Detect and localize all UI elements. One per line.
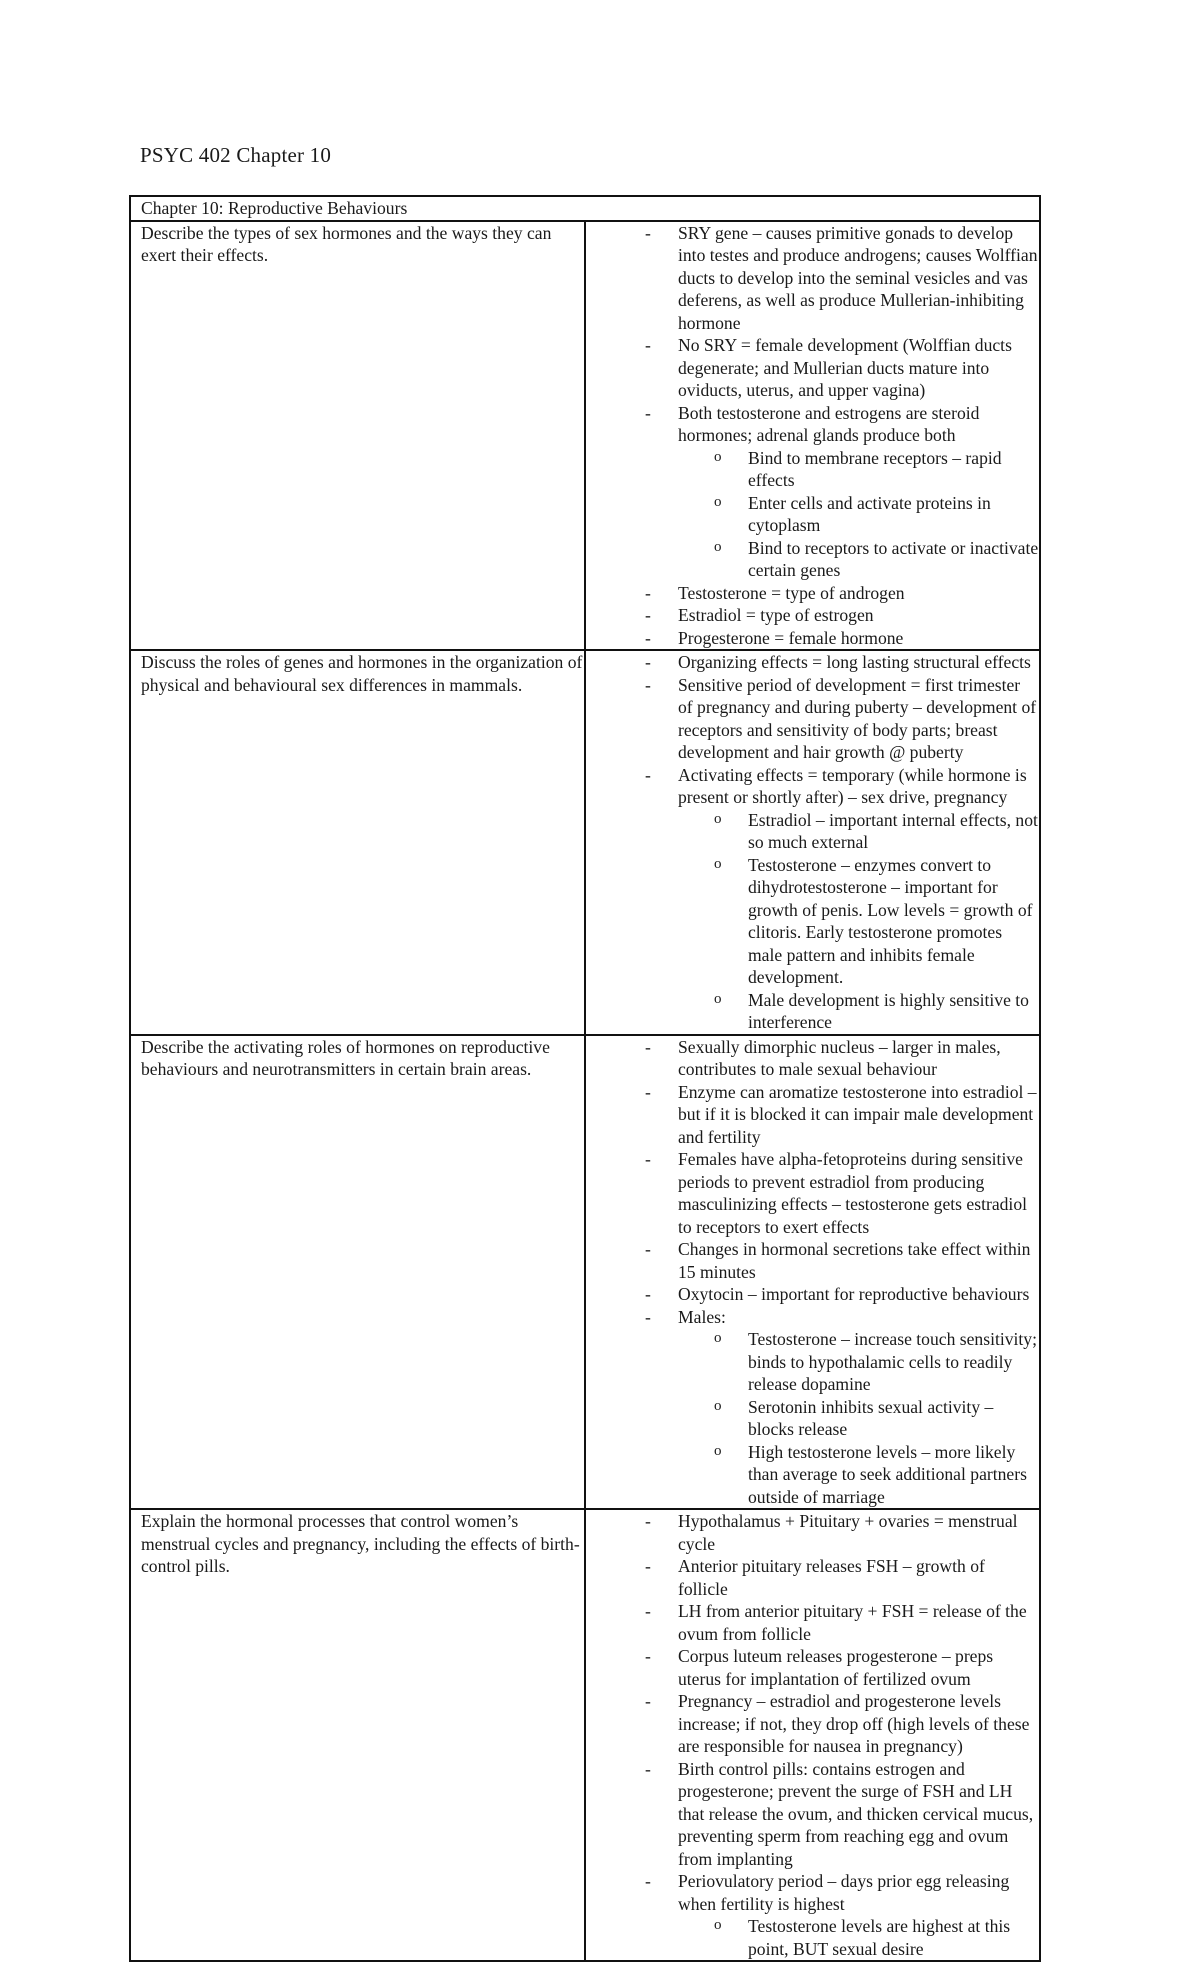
row-prompt: Discuss the roles of genes and hormones in the organization of physical and behavioural sex differences in mammals.	[130, 650, 585, 1035]
list-item: - Pregnancy – estradiol and progesterone levels increase; if not, they drop off (high levels of these are responsible for nausea in pregnancy)	[596, 1690, 1039, 1758]
list-item: - Birth control pills: contains estrogen and progesterone; prevent the surge of FSH and LH that release the ovum, and thicken cervical mucus, preventing sperm from reaching egg and ovum from implanting	[596, 1758, 1039, 1871]
list-item: - Organizing effects = long lasting structural effects	[596, 651, 1039, 674]
list-item: - Sensitive period of development = first trimester of pregnancy and during puberty – development of receptors and sensitivity of body parts; breast development and hair growth @ puberty	[596, 674, 1039, 764]
list-item: - Enzyme can aromatize testosterone into estradiol – but if it is blocked it can impair male development and fertility	[596, 1081, 1039, 1149]
table-row	[130, 221, 1040, 651]
sub-list-item: o High testosterone levels – more likely than average to seek additional partners outside of marriage	[596, 1441, 1039, 1509]
sub-list-item: o Bind to membrane receptors – rapid effects	[596, 447, 1039, 492]
table-row	[130, 1035, 1040, 1510]
list-item: - Corpus luteum releases progesterone – preps uterus for implantation of fertilized ovum	[596, 1645, 1039, 1690]
sub-list-item: o Estradiol – important internal effects, not so much external	[596, 809, 1039, 854]
list-item: - SRY gene – causes primitive gonads to develop into testes and produce androgens; causes Wolffian ducts to develop into the seminal vesicles and vas deferens, as well as produce Mullerian-inhibiting hormone	[596, 222, 1039, 335]
sub-list-item: o Serotonin inhibits sexual activity – blocks release	[596, 1396, 1039, 1441]
table-header-row	[130, 196, 1040, 221]
table-row	[130, 650, 1040, 1035]
sub-list-item: o Bind to receptors to activate or inactivate certain genes	[596, 537, 1039, 582]
row-prompt: Describe the activating roles of hormones on reproductive behaviours and neurotransmitters in certain brain areas.	[130, 1035, 585, 1510]
list-item: - Females have alpha-fetoproteins during sensitive periods to prevent estradiol from producing masculinizing effects – testosterone gets estradiol to receptors to exert effects	[596, 1148, 1039, 1238]
list-item: - Both testosterone and estrogens are steroid hormones; adrenal glands produce both	[596, 402, 1039, 447]
sub-list-item: o Enter cells and activate proteins in cytoplasm	[596, 492, 1039, 537]
list-item: - Sexually dimorphic nucleus – larger in males, contributes to male sexual behaviour	[596, 1036, 1039, 1081]
list-item: - Estradiol = type of estrogen	[596, 604, 1039, 627]
sub-list-item: o Testosterone – enzymes convert to dihydrotestosterone – important for growth of penis. Low levels = growth of clitoris. Early testosterone promotes male pattern and inhibits female development.	[596, 854, 1039, 989]
row-notes	[585, 650, 1040, 1035]
row-prompt: Describe the types of sex hormones and the ways they can exert their effects.	[130, 221, 585, 651]
table-row	[130, 1509, 1040, 1961]
table-header: Chapter 10: Reproductive Behaviours	[130, 196, 1040, 221]
list-item: - Males:	[596, 1306, 1039, 1329]
list-item: - Hypothalamus + Pituitary + ovaries = menstrual cycle	[596, 1510, 1039, 1555]
list-item: - No SRY = female development (Wolffian ducts degenerate; and Mullerian ducts mature into oviducts, uterus, and upper vagina)	[596, 334, 1039, 402]
list-item: - Anterior pituitary releases FSH – growth of follicle	[596, 1555, 1039, 1600]
list-item: - Changes in hormonal secretions take effect within 15 minutes	[596, 1238, 1039, 1283]
row-notes	[585, 1509, 1040, 1961]
notes-table	[129, 195, 1041, 1962]
list-item: - Periovulatory period – days prior egg releasing when fertility is highest	[596, 1870, 1039, 1915]
list-item: - Oxytocin – important for reproductive behaviours	[596, 1283, 1039, 1306]
list-item: - LH from anterior pituitary + FSH = release of the ovum from follicle	[596, 1600, 1039, 1645]
row-notes	[585, 221, 1040, 651]
sub-list-item: o Testosterone – increase touch sensitivity; binds to hypothalamic cells to readily release dopamine	[596, 1328, 1039, 1396]
sub-list-item: o Male development is highly sensitive to interference	[596, 989, 1039, 1034]
row-prompt: Explain the hormonal processes that control women’s menstrual cycles and pregnancy, including the effects of birth-control pills.	[130, 1509, 585, 1961]
row-notes	[585, 1035, 1040, 1510]
list-item: - Testosterone = type of androgen	[596, 582, 1039, 605]
sub-list-item: o Testosterone levels are highest at this point, BUT sexual desire	[596, 1915, 1039, 1960]
list-item: - Activating effects = temporary (while hormone is present or shortly after) – sex drive, pregnancy	[596, 764, 1039, 809]
document-title: PSYC 402 Chapter 10	[140, 143, 332, 167]
list-item: - Progesterone = female hormone	[596, 627, 1039, 650]
